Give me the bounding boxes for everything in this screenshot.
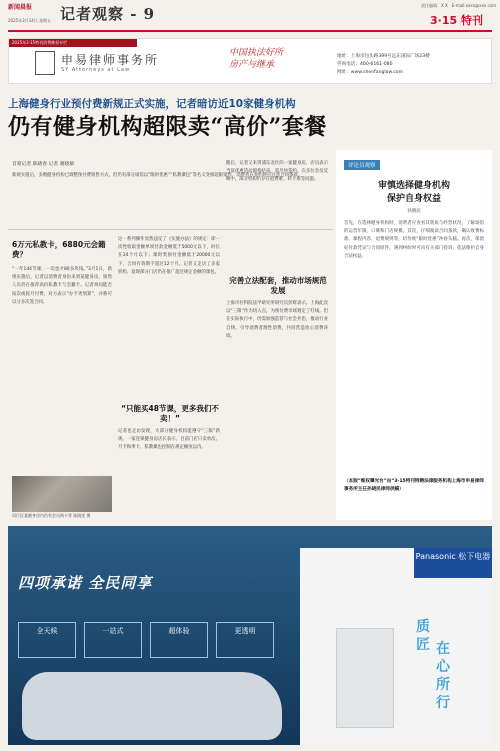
firm-name-en: SY Attorneys at Law bbox=[61, 67, 131, 73]
ad-ribbon: 2025年3·15特刊消费维权专栏 bbox=[9, 39, 137, 47]
editor-contact: 责任编辑：X X E-mail:xxxx@xxx.com bbox=[420, 3, 496, 8]
ad-slogan-line-1: 中国执法好所 bbox=[229, 48, 284, 58]
column-3-text: 随后，记者又来到浦东北区的一家健身房，店员表示当前优惠活动即将结束，需尽快签约。在多位会员反映中，部分机构仍存在退费难、转卡难等问题。 bbox=[226, 161, 328, 183]
commentary-box bbox=[336, 150, 492, 520]
ad-slogan bbox=[229, 47, 283, 71]
ad-website[interactable]: 网址：www.shenfanglaw.com bbox=[337, 70, 404, 75]
fridge-image bbox=[336, 628, 394, 728]
article-photo bbox=[12, 476, 112, 512]
ad-bottom-slogan: 四项承诺 全民同享 bbox=[18, 574, 153, 592]
ad-phone: 咨询电话：400-6161-080 bbox=[337, 62, 393, 67]
ad-address: 地址：上海市包头路399号远东国际广场23楼 bbox=[337, 54, 430, 59]
article-byline: 首席记者 陈晓春 记者 谢晓敏 bbox=[12, 162, 75, 167]
column-3-text-continued: 上海市社科院法学研究所研究员彭辉表示，上海此次以“三限”作为切入点，为预付费市场划定了红线。但在实际执行中，仍需加强监管与社会共治，推动行业自律，引导消费者理性消费，共同营造放心消费环境。 bbox=[226, 301, 328, 339]
car-image bbox=[22, 672, 282, 740]
subheading-3: 完善立法配套，推动市场规范发展 bbox=[229, 276, 327, 295]
commentary-title: 审慎选择健身机构 保护自身权益 bbox=[377, 181, 450, 204]
ad-panel-3: 超体验 bbox=[150, 622, 208, 658]
commentary-tag: 评论员观察 bbox=[344, 160, 380, 170]
photo-caption: 闵行区某健身房内仍有会员购卡等 陈晓雯 摄 bbox=[12, 513, 91, 518]
column-1-text: “一年144节课，一次也才80多块钱。”3月1日，新规实施后，记者以消费者身份来到某健身房，销售人员仍在推荐高价私教卡与会籍卡。记者询问能否按次或按月付费，对方表示“办卡更划算”，并称可以分多次签合同。 bbox=[12, 267, 112, 305]
section-title: 记者观察 - 9 bbox=[60, 5, 156, 23]
ad-right-title-1: 质匠 bbox=[416, 619, 430, 653]
header-rule bbox=[8, 30, 492, 32]
ad-panel-1: 全天候 bbox=[18, 622, 76, 658]
ad-panel-4: 更透明 bbox=[216, 622, 274, 658]
masthead-logo: 新闻晨报 bbox=[8, 4, 33, 11]
article-lead: 新规实施后，多数健身机构已调整预付费销售方式，但仍有部分场馆以“限时优惠”“私教课包”等名义变相超限销售，消费者在签约时应注意合同条款。 bbox=[12, 173, 303, 178]
article-kicker: 上海健身行业预付费新规正式实施，记者暗访近10家健身机构 bbox=[8, 98, 296, 110]
commentary-footer: （本版“维权曝光台”由“3·15特刊特聘法律服务机构上海市申易律师事务所主任孙晓民律师供稿） bbox=[344, 479, 484, 492]
issue-date: 2025年3月14日 星期五 bbox=[8, 18, 52, 23]
column-2-text: 这一系列操作显然违反了《实施办法》的规定：即一次性收取金额单项付款金额低于5000元以下，时长在24个月以下；课时类预付金额低于20000元以下，合同有效期不超过12个月。记者又走访了多家机构，发现部分门店仍在推广超过规定金额的课包。 bbox=[118, 237, 220, 275]
panasonic-ad[interactable] bbox=[8, 526, 492, 745]
subheading-1: 6万元私教卡，6880元会籍费？ bbox=[12, 240, 106, 259]
commentary-author: 孙晓民 bbox=[407, 209, 421, 214]
panasonic-logo: Panasonic 松下电器 bbox=[414, 548, 492, 578]
subheading-2: “只能买48节课，更多我们不卖！” bbox=[121, 404, 219, 423]
ad-contact-block bbox=[337, 53, 430, 77]
column-2-text-continued: 记者也走访发现，大部分健身机构能遵守“三限”新规。一家连锁健身房店长表示，目前门店只卖单次、月卡和季卡，私教课也控制在规定额度以内。 bbox=[118, 429, 220, 451]
commentary-text: 首先，在选择健身机构时，消费者应查看其资质与经营状况，了解场馆的运营年限、口碑和门店规模。其次，仔细阅读合同条款，确认收费标准、课程内容、退费规则等，切勿被“限时优惠”冲昏头脑。再次，保留好付款凭证与合同原件，遇到纠纷时可向有关部门投诉，依法维护自身合法权益。 bbox=[344, 221, 484, 259]
special-issue-badge: 3·15 特刊 bbox=[430, 14, 483, 27]
ad-panel-2: 一站式 bbox=[84, 622, 142, 658]
ad-right-title-2: 在心所行 bbox=[436, 641, 450, 711]
ad-slogan-line-2: 房产与继承 bbox=[229, 60, 275, 70]
firm-name: 申易律师事务所 bbox=[61, 53, 160, 67]
firm-logo-icon bbox=[35, 51, 55, 75]
article-headline: 仍有健身机构超限卖“高价”套餐 bbox=[8, 114, 327, 140]
law-firm-ad[interactable] bbox=[8, 38, 492, 84]
ad-right-panel bbox=[300, 548, 492, 745]
